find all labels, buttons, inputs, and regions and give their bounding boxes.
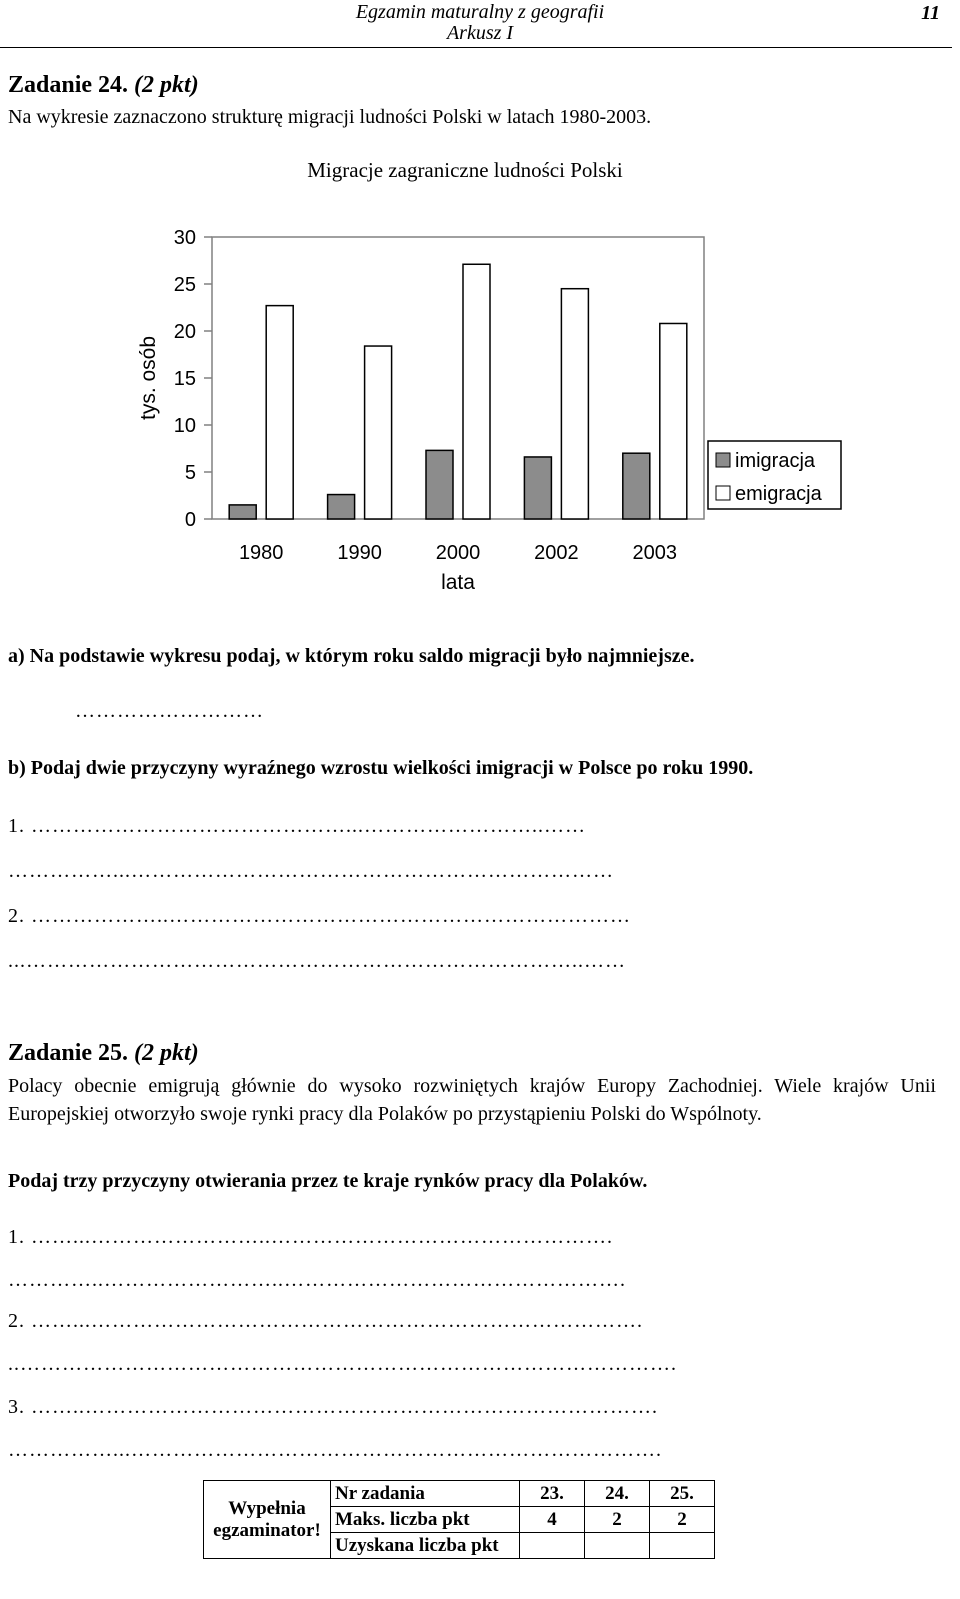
chart-title: Migracje zagraniczne ludności Polski — [307, 158, 623, 182]
obtained-points-23[interactable] — [520, 1533, 585, 1559]
obtained-points-25[interactable] — [650, 1533, 715, 1559]
y-tick-label-0: 0 — [184, 509, 196, 531]
answer-25-line-4[interactable]: ..…………………………………………………………………………………. — [8, 1353, 677, 1375]
y-tick-label-4: 20 — [173, 321, 196, 343]
score-label — [204, 1481, 331, 1559]
x-tick-label-1990: 1990 — [337, 542, 382, 564]
y-axis-ticks — [174, 227, 212, 531]
task24-points: (2 pkt) — [134, 72, 199, 98]
task25-title — [8, 1040, 199, 1067]
exam-title: Egzamin maturalny z geografii — [355, 1, 605, 23]
exam-header — [0, 2, 960, 44]
bar-imigracja-2002 — [524, 457, 551, 519]
task24-intro: Na wykresie zaznaczono strukturę migracji ludności Polski w latach 1980-2003. — [8, 106, 652, 128]
bar-emigracja-2003 — [660, 323, 687, 519]
legend-swatch-emigracja — [716, 486, 730, 500]
question-25: Podaj trzy przyczyny otwierania przez te kraje rynków pracy dla Polaków. — [8, 1170, 648, 1192]
task-number-24: 24. — [585, 1481, 650, 1507]
max-points-23: 4 — [520, 1507, 585, 1533]
y-tick-label-5: 25 — [173, 274, 196, 296]
answer-24b-line-3[interactable]: 2. ………………..………………………………………………………… — [8, 905, 631, 927]
page-number: 11 — [921, 2, 940, 24]
max-points-24: 2 — [585, 1507, 650, 1533]
y-tick-label-2: 10 — [173, 415, 196, 437]
answer-25-line-1[interactable]: 1. ……...……………………..…………………………………………. — [8, 1226, 613, 1248]
task25-number: Zadanie 25. — [8, 1040, 129, 1066]
task25-intro: Polacy obecnie emigrują głównie do wysoko rozwiniętych krajów Europy Zachodniej. Wiele krajów Unii Europejskiej otworzyło swoje rynki pracy dla Polaków po przystąpieniu Polski do Wspólnoty. — [8, 1075, 936, 1125]
bar-imigracja-2000 — [426, 450, 453, 519]
bar-group — [229, 264, 687, 519]
task25-points: (2 pkt) — [134, 1040, 199, 1066]
x-axis-ticks — [239, 542, 677, 564]
task24-number: Zadanie 24. — [8, 72, 129, 98]
answer-25-line-5[interactable]: 3. ……..………………………………………………………………………. — [8, 1396, 658, 1418]
y-tick-label-6: 30 — [173, 227, 196, 249]
answer-24b-line-4[interactable]: ...……………………………………………………………………..…… — [8, 950, 626, 972]
score-label-line1: Wypełnia — [228, 1497, 306, 1519]
score-label-line2: egzaminator! — [213, 1519, 321, 1541]
score-table — [203, 1480, 715, 1559]
x-tick-label-1980: 1980 — [238, 542, 284, 564]
obtained-points-24[interactable] — [585, 1533, 650, 1559]
x-tick-label-2000: 2000 — [435, 542, 481, 564]
answer-24a-line[interactable]: ……………………… — [75, 700, 264, 722]
answer-24b-line-1[interactable]: 1. ………………………………………...……………………..…… — [8, 815, 586, 837]
max-points-25: 2 — [650, 1507, 715, 1533]
migration-chart — [0, 220, 900, 600]
question-24b: b) Podaj dwie przyczyny wyraźnego wzrostu wielkości imigracji w Polsce po roku 1990. — [8, 757, 754, 779]
x-axis-label: lata — [441, 571, 475, 594]
bar-imigracja-1990 — [328, 495, 355, 519]
bar-emigracja-2000 — [463, 264, 490, 519]
legend-label-imigracja: imigracja — [735, 450, 816, 472]
answer-24b-line-2[interactable]: ……………...…………………………………………………………… — [8, 860, 614, 882]
row-label-max-points: Maks. liczba pkt — [331, 1507, 520, 1533]
question-24a: a) Na podstawie wykresu podaj, w którym roku saldo migracji było najmniejsze. — [8, 645, 695, 667]
y-tick-label-1: 5 — [184, 462, 196, 484]
chart-legend — [708, 441, 841, 509]
x-tick-label-2003: 2003 — [632, 542, 678, 564]
bar-emigracja-1990 — [365, 346, 392, 519]
answer-25-line-2[interactable]: …………..……………………..…………………………………………. — [8, 1269, 626, 1291]
task24-title — [8, 72, 199, 99]
legend-swatch-imigracja — [716, 453, 730, 467]
y-tick-label-3: 15 — [173, 368, 196, 390]
header-rule — [0, 47, 952, 48]
x-tick-label-2002: 2002 — [534, 542, 579, 564]
bar-imigracja-1980 — [229, 505, 256, 519]
bar-emigracja-1980 — [266, 306, 293, 519]
bar-imigracja-2003 — [623, 453, 650, 519]
task-number-25: 25. — [650, 1481, 715, 1507]
task-number-23: 23. — [520, 1481, 585, 1507]
row-label-obtained-points: Uzyskana liczba pkt — [331, 1533, 520, 1559]
row-label-task-numbers: Nr zadania — [331, 1481, 520, 1507]
y-axis-label: tys. osób — [137, 335, 160, 421]
answer-25-line-6[interactable]: ……………...…………………………………………………………………. — [8, 1439, 662, 1461]
exam-sheet: Arkusz I — [446, 22, 514, 44]
answer-25-line-3[interactable]: 2. ……...……………………………………………………………………. — [8, 1310, 643, 1332]
legend-label-emigracja: emigracja — [735, 483, 822, 505]
bar-emigracja-2002 — [561, 289, 588, 519]
